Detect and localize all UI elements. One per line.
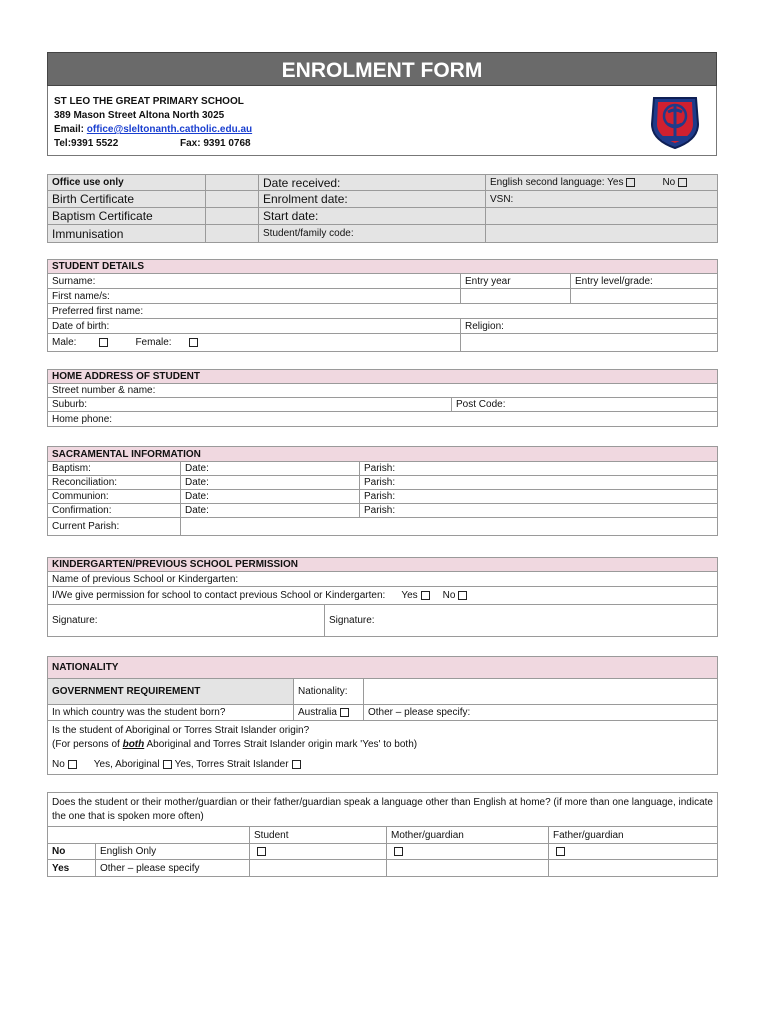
language-student-header: Student: [250, 827, 387, 844]
school-fax: Fax: 9391 0768: [180, 138, 251, 149]
school-phone-line: [54, 137, 252, 151]
aboriginal-options: No Yes, Aboriginal Yes, Torres Strait Islander: [52, 758, 713, 772]
father-english-checkbox[interactable]: [556, 847, 565, 856]
suburb-field[interactable]: Suburb:: [48, 398, 452, 412]
vsn-label: VSN:: [486, 191, 718, 208]
entry-level-field[interactable]: [571, 289, 718, 304]
sacrament-date-field[interactable]: Date:: [181, 490, 360, 504]
current-parish-field[interactable]: [181, 518, 718, 536]
street-field[interactable]: Street number & name:: [48, 384, 718, 398]
form-title: ENROLMENT FORM: [47, 52, 717, 86]
esl-cell: English second language: Yes No: [486, 175, 718, 191]
sacrament-parish-field[interactable]: Parish:: [360, 462, 718, 476]
start-date-label: Start date:: [259, 208, 486, 225]
entry-year-field[interactable]: [461, 289, 571, 304]
sacrament-date-field[interactable]: Date:: [181, 504, 360, 518]
entry-year-label: Entry year: [461, 274, 571, 289]
signature-field-1[interactable]: Signature:: [48, 605, 325, 637]
sacrament-label: Baptism:: [48, 462, 181, 476]
vsn-field[interactable]: [486, 208, 718, 225]
aboriginal-note: (For persons of both Aboriginal and Torres Strait Islander origin mark 'Yes' to both): [52, 739, 418, 750]
gender-row: Male: Female:: [48, 334, 461, 352]
student-details-heading: STUDENT DETAILS: [48, 260, 718, 274]
language-no-label: No: [48, 844, 96, 860]
school-tel: Tel:9391 5522: [54, 138, 119, 149]
born-question: In which country was the student born?: [48, 705, 294, 721]
sacrament-label: Reconciliation:: [48, 476, 181, 490]
immunisation-label: Immunisation: [48, 225, 206, 243]
gov-requirement-label: GOVERNMENT REQUIREMENT: [48, 679, 294, 705]
school-email-line: Email: office@sleltonanth.catholic.edu.au: [54, 124, 253, 135]
date-received-label: Date received:: [259, 175, 486, 191]
birth-certificate-field[interactable]: [206, 191, 259, 208]
school-crest-icon: [648, 94, 702, 150]
other-country-field[interactable]: Other – please specify:: [364, 705, 718, 721]
language-mother-header: Mother/guardian: [387, 827, 549, 844]
school-name: ST LEO THE GREAT PRIMARY SCHOOL: [54, 96, 244, 107]
home-address-table: [47, 369, 718, 427]
student-other-language-field[interactable]: [250, 860, 387, 877]
language-question: Does the student or their mother/guardian or their father/guardian speak a language other than English at home? (if more than one language, indicate the one that is spoken more often): [48, 793, 718, 827]
family-code-label: Student/family code:: [259, 225, 486, 243]
sacrament-parish-field[interactable]: Parish:: [360, 490, 718, 504]
australia-option: Australia: [294, 705, 364, 721]
sacrament-date-field[interactable]: Date:: [181, 476, 360, 490]
mother-english-checkbox[interactable]: [394, 847, 403, 856]
nationality-heading: NATIONALITY: [48, 657, 718, 679]
family-code-field[interactable]: [486, 225, 718, 243]
aboriginal-yes-checkbox[interactable]: [163, 760, 172, 769]
birth-certificate-label: Birth Certificate: [48, 191, 206, 208]
sacrament-date-field[interactable]: Date:: [181, 462, 360, 476]
aboriginal-question-cell: [48, 721, 718, 775]
sacrament-parish-field[interactable]: Parish:: [360, 504, 718, 518]
language-father-header: Father/guardian: [549, 827, 718, 844]
religion-field-extra[interactable]: [461, 334, 718, 352]
student-english-checkbox[interactable]: [257, 847, 266, 856]
nationality-label: Nationality:: [294, 679, 364, 705]
home-phone-field[interactable]: Home phone:: [48, 412, 718, 427]
first-names-field[interactable]: First name/s:: [48, 289, 461, 304]
other-language-label: Other – please specify: [96, 860, 250, 877]
aboriginal-question: Is the student of Aboriginal or Torres Strait Islander origin?: [52, 725, 310, 736]
language-yes-label: Yes: [48, 860, 96, 877]
male-checkbox[interactable]: [99, 338, 108, 347]
religion-field[interactable]: Religion:: [461, 319, 718, 334]
nationality-field[interactable]: [364, 679, 718, 705]
permission-no-checkbox[interactable]: [458, 591, 467, 600]
enrolment-date-label: Enrolment date:: [259, 191, 486, 208]
sacramental-table: [47, 446, 718, 536]
sacrament-label: Communion:: [48, 490, 181, 504]
permission-row: I/We give permission for school to contact previous School or Kindergarten: Yes No: [48, 587, 718, 605]
aboriginal-no-checkbox[interactable]: [68, 760, 77, 769]
surname-field[interactable]: Surname:: [48, 274, 461, 289]
torres-yes-checkbox[interactable]: [292, 760, 301, 769]
permission-yes-checkbox[interactable]: [421, 591, 430, 600]
female-checkbox[interactable]: [189, 338, 198, 347]
student-details-table: [47, 259, 718, 352]
sacrament-parish-field[interactable]: Parish:: [360, 476, 718, 490]
language-table: [47, 792, 718, 877]
australia-checkbox[interactable]: [340, 708, 349, 717]
home-address-heading: HOME ADDRESS OF STUDENT: [48, 370, 718, 384]
mother-other-language-field[interactable]: [387, 860, 549, 877]
sacrament-label: Confirmation:: [48, 504, 181, 518]
school-address: 389 Mason Street Altona North 3025: [54, 110, 225, 121]
sacramental-heading: SACRAMENTAL INFORMATION: [48, 447, 718, 462]
entry-level-label: Entry level/grade:: [571, 274, 718, 289]
esl-no-checkbox[interactable]: [678, 178, 687, 187]
baptism-certificate-field[interactable]: [206, 208, 259, 225]
previous-school-field[interactable]: Name of previous School or Kindergarten:: [48, 572, 718, 587]
english-only-label: English Only: [96, 844, 250, 860]
kinder-table: [47, 557, 718, 637]
nationality-table: [47, 656, 718, 775]
preferred-name-field[interactable]: Preferred first name:: [48, 304, 718, 319]
esl-yes-checkbox[interactable]: [626, 178, 635, 187]
signature-field-2[interactable]: Signature:: [325, 605, 718, 637]
current-parish-label: Current Parish:: [48, 518, 181, 536]
dob-field[interactable]: Date of birth:: [48, 319, 461, 334]
school-email-link[interactable]: office@sleltonanth.catholic.edu.au: [86, 124, 253, 135]
kinder-heading: KINDERGARTEN/PREVIOUS SCHOOL PERMISSION: [48, 558, 718, 572]
office-use-label: Office use only: [48, 175, 206, 191]
postcode-field[interactable]: Post Code:: [452, 398, 718, 412]
father-other-language-field[interactable]: [549, 860, 718, 877]
immunisation-field[interactable]: [206, 225, 259, 243]
school-header: [47, 86, 717, 156]
office-use-table: [47, 174, 718, 243]
baptism-certificate-label: Baptism Certificate: [48, 208, 206, 225]
